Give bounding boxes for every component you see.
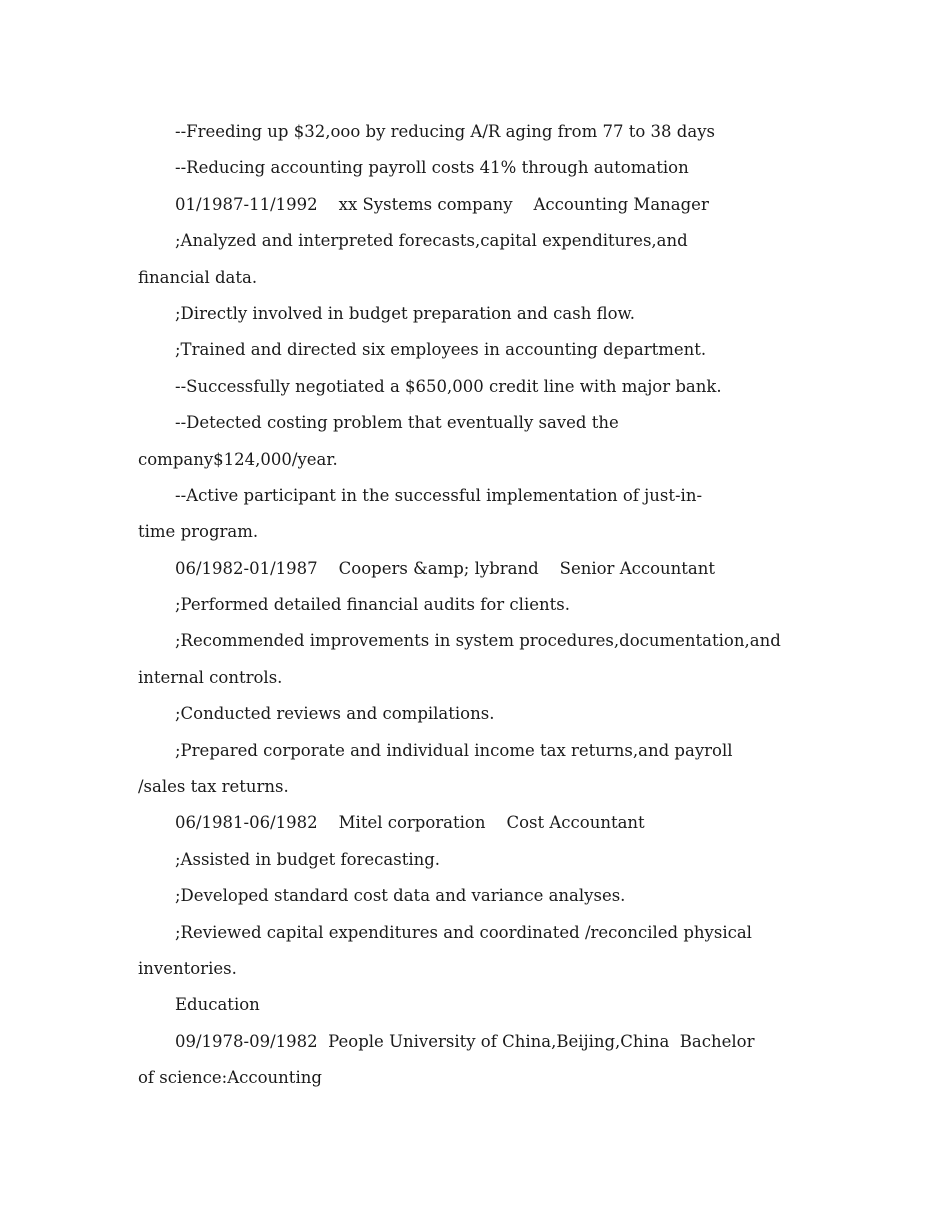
job-header-xx-systems: 01/1987-11/1992 xx Systems company Accounting Manager <box>175 194 709 214</box>
achievement-just-in-time: --Active participant in the successful implementation of just-in- <box>175 485 703 505</box>
duty-capital-expenditures-cont: inventories. <box>138 958 237 978</box>
education-entry-cont: of science:Accounting <box>138 1068 322 1088</box>
duty-budget-preparation: ;Directly involved in budget preparation and cash flow. <box>175 303 635 323</box>
achievement-payroll-costs: --Reducing accounting payroll costs 41% through automation <box>175 158 689 178</box>
duty-financial-audits: ;Performed detailed financial audits for clients. <box>175 595 570 615</box>
education-entry: 09/1978-09/1982 People University of China,Beijing,China Bachelor <box>175 1031 755 1051</box>
duty-tax-returns-cont: /sales tax returns. <box>138 777 289 797</box>
job-header-coopers-lybrand: 06/1982-01/1987 Coopers &amp; lybrand Senior Accountant <box>175 558 716 578</box>
duty-capital-expenditures: ;Reviewed capital expenditures and coordinated /reconciled physical <box>175 922 752 942</box>
achievement-ar-aging: --Freeding up $32,ooo by reducing A/R aging from 77 to 38 days <box>175 122 715 141</box>
achievement-just-in-time-cont: time program. <box>138 522 259 542</box>
achievement-credit-line: --Successfully negotiated a $650,000 credit line with major bank. <box>175 376 722 396</box>
duty-standard-cost-data: ;Developed standard cost data and variance analyses. <box>175 886 626 906</box>
duty-reviews-compilations: ;Conducted reviews and compilations. <box>175 704 495 724</box>
duty-tax-returns: ;Prepared corporate and individual income tax returns,and payroll <box>175 740 733 760</box>
achievement-costing-problem-cont: company$124,000/year. <box>138 449 338 469</box>
duty-trained-employees: ;Trained and directed six employees in accounting department. <box>175 340 707 360</box>
resume-body <box>138 114 818 1097</box>
section-heading-education: Education <box>175 995 260 1015</box>
duty-recommended-improvements: ;Recommended improvements in system procedures,documentation,and <box>175 631 781 651</box>
duty-budget-forecasting: ;Assisted in budget forecasting. <box>175 849 441 869</box>
achievement-costing-problem: --Detected costing problem that eventually saved the <box>175 413 619 433</box>
duty-analyzed-forecasts: ;Analyzed and interpreted forecasts,capital expenditures,and <box>175 231 688 251</box>
duty-analyzed-forecasts-cont: financial data. <box>138 267 258 287</box>
job-header-mitel: 06/1981-06/1982 Mitel corporation Cost Accountant <box>175 813 645 833</box>
duty-recommended-improvements-cont: internal controls. <box>138 667 283 687</box>
